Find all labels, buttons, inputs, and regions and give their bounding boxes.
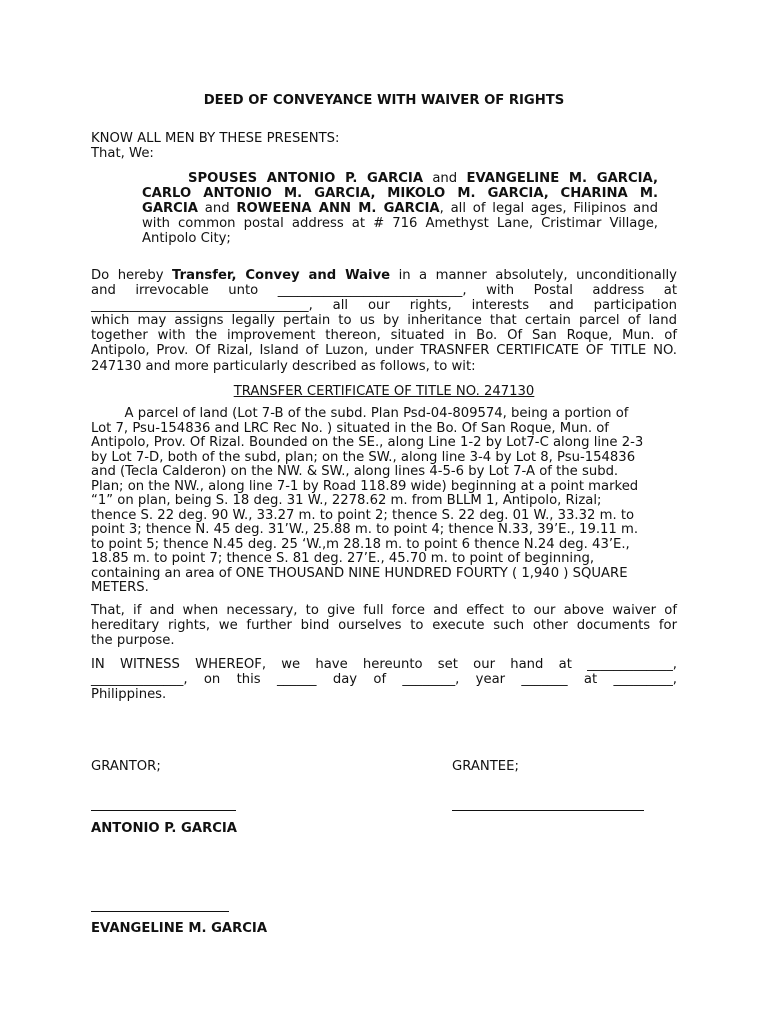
description-line: Plan; on the NW., along line 7-1 by Road 118.89 wide) beginning at a point marked <box>91 478 639 494</box>
parties-line: GARCIA and ROWEENA ANN M. GARCIA, all of legal ages, Filipinos and <box>142 201 658 217</box>
parties-paragraph <box>142 171 658 246</box>
witness-paragraph <box>91 657 677 702</box>
opening-lines <box>91 131 339 161</box>
witness-line: IN WITNESS WHEREOF, we have hereunto set our hand at _____________, <box>91 657 677 672</box>
description-line: Lot 7, Psu-154836 and LRC Rec No. ) situated in the Bo. Of San Roque, Mun. of <box>91 420 609 436</box>
tct-heading: TRANSFER CERTIFICATE OF TITLE NO. 247130 <box>233 384 535 399</box>
party-name: EVANGELINE M. GARCIA, <box>466 171 658 186</box>
description-line: to point 5; thence N.45 deg. 25 ‘W.,m 28.18 m. to point 6 thence N.24 deg. 43’E., <box>91 536 630 552</box>
parties-line <box>142 186 658 201</box>
know-all-men-line: KNOW ALL MEN BY THESE PRESENTS: <box>91 131 340 146</box>
waiver-paragraph <box>91 603 677 648</box>
witness-line: ______________, on this ______ day of ________, year _______ at _________, <box>91 672 677 688</box>
party-name: GARCIA <box>142 201 198 217</box>
conveyance-line: 247130 and more particularly described as follows, to wit: <box>91 358 476 374</box>
description-line: METERS. <box>91 580 149 595</box>
waiver-line: hereditary rights, we further bind ourselves to execute such other documents for <box>91 618 677 634</box>
signatory-name: EVANGELINE M. GARCIA <box>91 921 268 936</box>
signatory-name: ANTONIO P. GARCIA <box>91 821 238 836</box>
parties-line: SPOUSES ANTONIO P. GARCIA and EVANGELINE M. GARCIA, <box>188 171 658 186</box>
description-line: point 3; thence N. 45 deg. 31’W., 25.88 m. to point 4; thence N.33, 39’E., 19.11 m. <box>91 522 639 537</box>
description-line: by Lot 7-D, both of the subd, plan; on the SW., along line 3-4 by Lot 8, Psu-154836 <box>91 449 636 465</box>
conveyance-line: which may assigns legally pertain to us by inheritance that certain parcel of land <box>91 313 677 329</box>
transfer-convey-waive: Transfer, Convey and Waive <box>172 268 391 283</box>
grantor-label: GRANTOR; <box>91 759 161 774</box>
party-name: SPOUSES ANTONIO P. GARCIA <box>188 171 424 186</box>
description-line: and (Tecla Calderon) on the NW. & SW., along lines 4-5-6 by Lot 7-A of the subd. <box>91 464 619 479</box>
description-line: Antipolo, Prov. Of Rizal. Bounded on the SE., along Line 1-2 by Lot7-C along line 2-3 <box>91 435 644 450</box>
party-name: ROWEENA ANN M. GARCIA <box>236 201 440 217</box>
conveyance-line: Antipolo, Prov. Of Rizal, Island of Luzon, under TRASNFER CERTIFICATE OF TITLE NO. <box>91 343 677 359</box>
waiver-line: the purpose. <box>91 633 175 649</box>
deed-title: DEED OF CONVEYANCE WITH WAIVER OF RIGHTS <box>203 93 565 108</box>
conveyance-line: _________________________________, all our rights, interests and participation <box>91 298 677 314</box>
conveyance-line: and irrevocable unto ____________________________, with Postal address at <box>91 283 677 299</box>
party-name: MIKOLO M. GARCIA, <box>387 186 549 202</box>
party-name: CARLO ANTONIO M. GARCIA, <box>142 186 376 202</box>
conveyance-line: together with the improvement thereon, situated in Bo. Of San Roque, Mun. of <box>91 328 677 344</box>
waiver-line: That, if and when necessary, to give full force and effect to our above waiver of <box>91 603 677 618</box>
grantee-label: GRANTEE; <box>452 759 519 774</box>
description-line: thence S. 22 deg. 90 W., 33.27 m. to point 2; thence S. 22 deg. 01 W., 33.32 m. to <box>91 507 635 523</box>
witness-line: Philippines. <box>91 687 167 703</box>
description-line: containing an area of ONE THOUSAND NINE HUNDRED FOURTY ( 1,940 ) SQUARE <box>91 565 628 581</box>
signature-line <box>91 810 236 811</box>
parties-line: Antipolo City; <box>142 231 231 247</box>
party-name: CHARINA M. <box>560 186 658 202</box>
signature-line <box>452 810 644 811</box>
parties-line: with common postal address at # 716 Amethyst Lane, Cristimar Village, <box>142 216 658 232</box>
signature-line <box>91 911 229 912</box>
property-description <box>91 407 677 596</box>
description-line: “1” on plan, being S. 18 deg. 31 W., 2278.62 m. from BLLM 1, Antipolo, Rizal; <box>91 493 602 508</box>
description-line: 18.85 m. to point 7; thence S. 81 deg. 27’E., 45.70 m. to point of beginning, <box>91 551 595 566</box>
conveyance-paragraph <box>91 268 677 374</box>
conveyance-line: Do hereby Transfer, Convey and Waive in a manner absolutely, unconditionally <box>91 268 677 283</box>
description-line: A parcel of land (Lot 7-B of the subd. Plan Psd-04-809574, being a portion of <box>91 406 629 421</box>
that-we-line: That, We: <box>91 146 154 162</box>
